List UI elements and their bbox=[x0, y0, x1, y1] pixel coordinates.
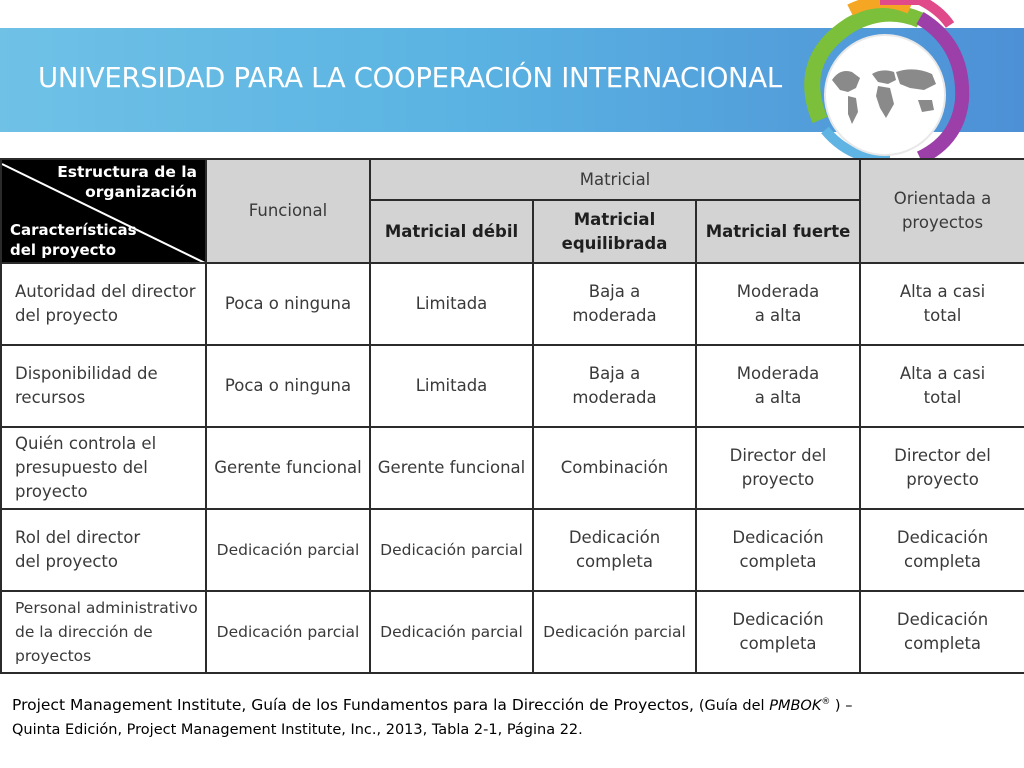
table-cell: Dedicación parcial bbox=[206, 509, 370, 591]
row-label: Quién controla el presupuesto del proyecto bbox=[1, 427, 206, 509]
page-title: UNIVERSIDAD PARA LA COOPERACIÓN INTERNACIONAL bbox=[38, 62, 782, 94]
header-matricial: Matricial bbox=[370, 159, 860, 200]
row-label: Disponibilidad de recursos bbox=[1, 345, 206, 427]
header-matricial-equilibrada: Matricial equilibrada bbox=[533, 200, 696, 263]
citation-source: Project Management Institute, Guía de los Fundamentos para la Dirección de Proyectos, bbox=[12, 696, 699, 715]
table-cell: Dedicación completa bbox=[860, 591, 1024, 673]
table-cell: Limitada bbox=[370, 345, 533, 427]
table-cell: Dedicación completa bbox=[696, 591, 860, 673]
table-cell: Gerente funcional bbox=[206, 427, 370, 509]
citation-line-2: Quinta Edición, Project Management Institute, Inc., 2013, Tabla 2-1, Página 22. bbox=[12, 722, 583, 739]
table-cell: Dedicación completa bbox=[860, 509, 1024, 591]
table-cell: Dedicación parcial bbox=[206, 591, 370, 673]
table-cell: Poca o ninguna bbox=[206, 263, 370, 345]
row-label: Autoridad del director del proyecto bbox=[1, 263, 206, 345]
citation-pmbok: PMBOK bbox=[769, 698, 822, 715]
table-row bbox=[1, 345, 1024, 427]
table-cell: Poca o ninguna bbox=[206, 345, 370, 427]
citation-close: ) – bbox=[830, 698, 853, 715]
table-cell: Gerente funcional bbox=[370, 427, 533, 509]
table-row bbox=[1, 591, 1024, 673]
citation bbox=[12, 690, 1012, 742]
table-cell: Baja a moderada bbox=[533, 263, 696, 345]
corner-structure-label: Estructura de la organización bbox=[57, 163, 197, 201]
table-cell: Moderada a alta bbox=[696, 345, 860, 427]
table-cell: Director del proyecto bbox=[696, 427, 860, 509]
table-row bbox=[1, 509, 1024, 591]
table-row bbox=[1, 263, 1024, 345]
corner-characteristics-label: Características del proyecto bbox=[10, 221, 137, 259]
table-cell: Baja a moderada bbox=[533, 345, 696, 427]
table-cell: Dedicación parcial bbox=[533, 591, 696, 673]
row-label: Personal administrativo de la dirección de proyectos bbox=[1, 591, 206, 673]
row-label: Rol del director del proyecto bbox=[1, 509, 206, 591]
table-cell: Dedicación parcial bbox=[370, 509, 533, 591]
citation-registered: ® bbox=[821, 697, 831, 707]
citation-line-1 bbox=[12, 690, 1012, 718]
table-cell: Alta a casi total bbox=[860, 345, 1024, 427]
header-orientada: Orientada a proyectos bbox=[860, 159, 1024, 263]
header-funcional: Funcional bbox=[206, 159, 370, 263]
table-cell: Alta a casi total bbox=[860, 263, 1024, 345]
table-cell: Limitada bbox=[370, 263, 533, 345]
header-matricial-debil: Matricial débil bbox=[370, 200, 533, 263]
table-cell: Moderada a alta bbox=[696, 263, 860, 345]
table-cell: Director del proyecto bbox=[860, 427, 1024, 509]
citation-guide: (Guía del bbox=[698, 698, 770, 715]
table-cell: Dedicación completa bbox=[696, 509, 860, 591]
table-corner-header bbox=[1, 159, 206, 263]
organization-structure-table bbox=[0, 158, 1024, 674]
header-matricial-fuerte: Matricial fuerte bbox=[696, 200, 860, 263]
table-row bbox=[1, 427, 1024, 509]
table-cell: Dedicación parcial bbox=[370, 591, 533, 673]
table-cell: Combinación bbox=[533, 427, 696, 509]
table-cell: Dedicación completa bbox=[533, 509, 696, 591]
world-map-icon bbox=[790, 0, 980, 160]
